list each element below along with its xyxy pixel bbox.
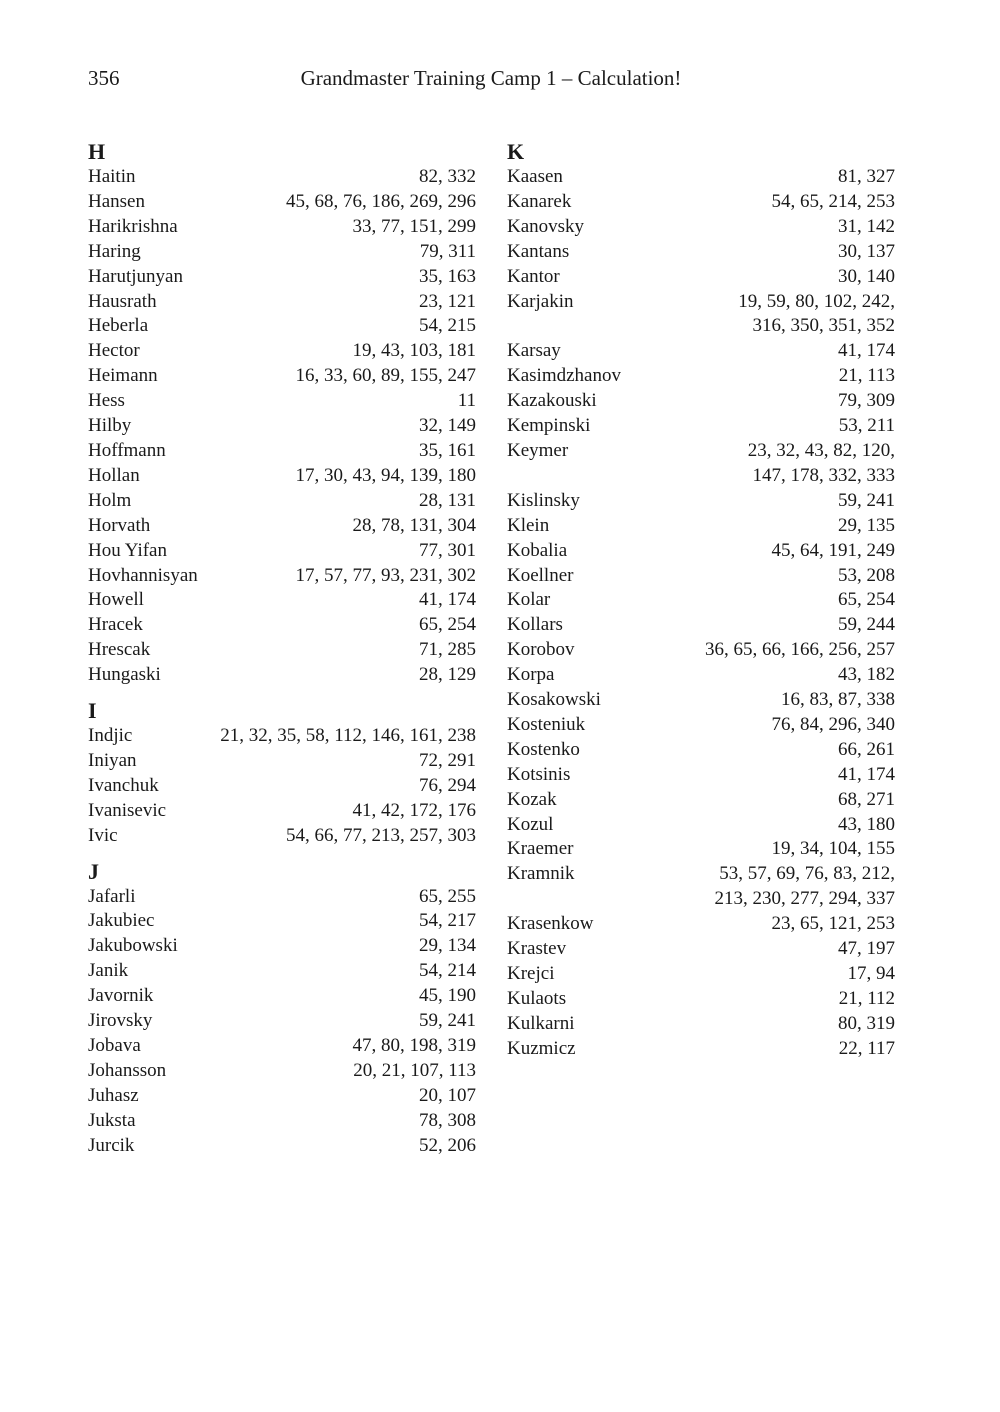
entry-pages: 53, 57, 69, 76, 83, 212, 213, 230, 277, 294, 337: [714, 863, 895, 910]
entry-pages: 20, 107: [419, 1084, 476, 1106]
index-entry: [88, 564, 476, 589]
index-entry: [88, 885, 476, 910]
entry-pages: 71, 285: [419, 639, 476, 661]
index-entry: [88, 1134, 476, 1159]
entry-name: Kozul: [507, 813, 554, 835]
index-entry: [507, 389, 895, 414]
index-entry: [88, 934, 476, 959]
entry-pages: 29, 134: [419, 935, 476, 957]
entry-name: Janik: [88, 960, 129, 982]
entry-name: Kantans: [507, 240, 570, 262]
index-entry: [88, 663, 476, 688]
entry-pages: 53, 208: [838, 564, 895, 586]
index-entry: [507, 1012, 895, 1037]
entry-name: Heimann: [88, 365, 158, 387]
index-entry: [507, 364, 895, 389]
entry-name: Koellner: [507, 564, 574, 586]
entry-name: Krastev: [507, 938, 567, 960]
entry-pages: 77, 301: [419, 539, 476, 561]
entry-name: Harutjunyan: [88, 265, 183, 287]
entry-name: Kulkarni: [507, 1012, 575, 1034]
entry-pages: 78, 308: [419, 1109, 476, 1131]
entry-name: Hovhannisyan: [88, 564, 198, 586]
index-entry: [88, 724, 476, 749]
index-entry: [507, 215, 895, 240]
index-section: [507, 138, 895, 1062]
entry-name: Kosteniuk: [507, 713, 586, 735]
entry-pages: 23, 121: [419, 290, 476, 312]
index-entry: [507, 414, 895, 439]
entry-pages: 30, 140: [838, 265, 895, 287]
entry-pages: 21, 113: [838, 365, 895, 387]
entry-pages: 54, 214: [419, 960, 476, 982]
entry-pages: 54, 66, 77, 213, 257, 303: [286, 824, 476, 846]
entry-name: Jobava: [88, 1035, 141, 1056]
entry-name: Hess: [88, 390, 125, 412]
entry-pages: 19, 43, 103, 181: [352, 340, 476, 362]
entry-name: Hollan: [88, 464, 140, 486]
entry-pages: 16, 83, 87, 338: [781, 689, 895, 711]
entry-pages: 41, 42, 172, 176: [352, 799, 476, 821]
page-header: [88, 66, 894, 100]
entry-name: Kasimdzhanov: [507, 365, 621, 387]
entry-pages: 66, 261: [838, 738, 895, 760]
index-entry: [507, 339, 895, 364]
entry-pages: 54, 65, 214, 253: [771, 190, 895, 212]
index-entry: [507, 713, 895, 738]
index-entry: [88, 1109, 476, 1134]
index-entry: [507, 190, 895, 215]
entry-pages: 47, 197: [838, 938, 895, 960]
index-entry: [507, 663, 895, 688]
index-section: [88, 138, 476, 688]
entry-pages: 22, 117: [838, 1037, 895, 1059]
index-entry: [507, 564, 895, 589]
entry-pages: 82, 332: [419, 166, 476, 187]
entry-name: Korobov: [507, 639, 575, 661]
entry-pages: 21, 112: [838, 987, 895, 1009]
entry-name: Ivic: [88, 824, 118, 846]
entry-name: Holm: [88, 489, 132, 511]
entry-name: Jafarli: [88, 885, 136, 907]
index-entry: [88, 464, 476, 489]
entry-pages: 20, 21, 107, 113: [353, 1059, 476, 1081]
entry-pages: 79, 309: [838, 390, 895, 412]
index-entry: [507, 987, 895, 1012]
entry-pages: 47, 80, 198, 319: [352, 1035, 476, 1056]
section-letter: I: [88, 698, 97, 724]
entry-name: Kosakowski: [507, 689, 601, 711]
index-entry: [507, 240, 895, 265]
entry-name: Hansen: [88, 190, 145, 212]
entry-pages: 59, 241: [419, 1010, 476, 1032]
entry-pages: 35, 161: [419, 439, 476, 461]
entry-pages: 65, 254: [838, 589, 895, 611]
entry-name: Hilby: [88, 415, 132, 437]
entry-name: Kazakouski: [507, 390, 597, 412]
entry-name: Kraemer: [507, 838, 574, 860]
index-entry: [507, 514, 895, 539]
index-entry: [88, 984, 476, 1009]
entry-name: Kostenko: [507, 738, 580, 760]
index-entry: [507, 290, 895, 340]
entry-name: Hrescak: [88, 639, 151, 661]
entry-pages: 65, 254: [419, 614, 476, 636]
entry-name: Kolar: [507, 589, 551, 611]
entry-name: Juksta: [88, 1109, 136, 1131]
entry-name: Jirovsky: [88, 1010, 153, 1032]
entry-pages: 45, 190: [419, 985, 476, 1007]
entry-pages: 28, 78, 131, 304: [352, 514, 476, 536]
entry-name: Kaasen: [507, 166, 563, 187]
index-entry: [88, 1059, 476, 1084]
entry-pages: 36, 65, 66, 166, 256, 257: [705, 639, 895, 661]
running-title: Grandmaster Training Camp 1 – Calculation!: [300, 66, 682, 90]
entry-pages: 45, 68, 76, 186, 269, 296: [286, 190, 476, 212]
entry-name: Heberla: [88, 315, 149, 337]
index-entry: [88, 588, 476, 613]
entry-pages: 23, 65, 121, 253: [771, 913, 895, 935]
entry-name: Haring: [88, 240, 141, 262]
index-entry: [507, 489, 895, 514]
index-entry: [507, 788, 895, 813]
entry-name: Iniyan: [88, 749, 137, 771]
index-entry: [507, 962, 895, 987]
entry-name: Kislinsky: [507, 489, 580, 511]
index-entry: [507, 265, 895, 290]
entry-name: Hector: [88, 340, 140, 362]
entry-pages: 80, 319: [838, 1012, 895, 1034]
index-entry: [88, 749, 476, 774]
index-entry: [88, 799, 476, 824]
entry-name: Ivanchuk: [88, 774, 159, 796]
entry-name: Kobalia: [507, 539, 568, 561]
entry-pages: 72, 291: [419, 749, 476, 771]
entry-pages: 11: [457, 390, 476, 412]
entry-pages: 41, 174: [419, 589, 476, 611]
index-entry: [507, 1037, 895, 1062]
entry-pages: 68, 271: [838, 788, 895, 810]
entry-name: Hoffmann: [88, 439, 166, 461]
entry-pages: 43, 180: [838, 813, 895, 835]
index-entry: [88, 909, 476, 934]
entry-pages: 45, 64, 191, 249: [771, 539, 895, 561]
entry-pages: 54, 217: [419, 910, 476, 932]
index-entry: [507, 613, 895, 638]
index-entry: [507, 912, 895, 937]
entry-pages: 17, 57, 77, 93, 231, 302: [295, 564, 476, 586]
entry-pages: 54, 215: [419, 315, 476, 337]
entry-pages: 53, 211: [838, 415, 895, 437]
entry-name: Harikrishna: [88, 215, 178, 237]
entry-pages: 16, 33, 60, 89, 155, 247: [295, 365, 476, 387]
index-entry: [88, 190, 476, 215]
index-section: [88, 697, 476, 849]
entry-name: Indjic: [88, 725, 133, 747]
entry-pages: 30, 137: [838, 240, 895, 262]
index-entry: [88, 613, 476, 638]
entry-name: Krejci: [507, 963, 555, 984]
entry-pages: 59, 241: [838, 489, 895, 511]
index-entry: [88, 240, 476, 265]
index-entry: [88, 514, 476, 539]
entry-name: Karsay: [507, 340, 561, 362]
page-number: 356: [88, 66, 120, 90]
entry-name: Krasenkow: [507, 913, 594, 935]
entry-name: Hungaski: [88, 664, 161, 686]
entry-name: Haitin: [88, 166, 136, 187]
index-entry: [88, 314, 476, 339]
entry-name: Kulaots: [507, 987, 567, 1009]
entry-pages: 33, 77, 151, 299: [352, 215, 476, 237]
entry-pages: 81, 327: [838, 166, 895, 187]
entry-name: Kozak: [507, 788, 557, 810]
section-letter: J: [88, 858, 99, 884]
entry-pages: 76, 294: [419, 774, 476, 796]
index-entry: [88, 414, 476, 439]
index-entry: [507, 862, 895, 912]
section-letter: H: [88, 139, 106, 164]
index-entry: [507, 738, 895, 763]
entry-name: Karjakin: [507, 290, 574, 312]
entry-pages: 41, 174: [838, 763, 895, 785]
entry-name: Korpa: [507, 664, 555, 686]
entry-name: Klein: [507, 514, 550, 536]
index-entry: [507, 837, 895, 862]
entry-name: Hracek: [88, 614, 143, 636]
index-entry: [88, 439, 476, 464]
entry-name: Hou Yifan: [88, 539, 167, 561]
index-entry: [88, 1009, 476, 1034]
index-entry: [507, 539, 895, 564]
entry-pages: 28, 129: [419, 664, 476, 686]
entry-name: Jakubiec: [88, 910, 155, 932]
index-entry: [88, 824, 476, 849]
entry-pages: 19, 34, 104, 155: [771, 838, 895, 860]
entry-name: Javornik: [88, 985, 154, 1007]
entry-name: Juhasz: [88, 1084, 139, 1106]
index-entry: [88, 774, 476, 799]
index-entry: [88, 215, 476, 240]
index-entry: [88, 389, 476, 414]
entry-name: Howell: [88, 589, 144, 611]
entry-pages: 35, 163: [419, 265, 476, 287]
entry-pages: 52, 206: [419, 1134, 476, 1156]
entry-name: Ivanisevic: [88, 799, 167, 821]
entry-name: Kempinski: [507, 415, 591, 437]
entry-pages: 59, 244: [838, 614, 895, 636]
entry-pages: 23, 32, 43, 82, 120, 147, 178, 332, 333: [747, 439, 895, 486]
index-entry: [507, 763, 895, 788]
entry-name: Kuzmicz: [507, 1037, 576, 1059]
entry-name: Kantor: [507, 265, 560, 287]
index-column-right: [507, 138, 895, 1071]
entry-pages: 31, 142: [838, 215, 895, 237]
entry-pages: 43, 182: [838, 664, 895, 686]
entry-pages: 29, 135: [838, 514, 895, 536]
entry-pages: 21, 32, 35, 58, 112, 146, 161, 238: [220, 725, 476, 747]
index-section: [88, 858, 476, 1159]
index-entry: [88, 959, 476, 984]
entry-name: Hausrath: [88, 290, 157, 312]
entry-name: Kanovsky: [507, 215, 585, 237]
index-entry: [507, 588, 895, 613]
entry-name: Jakubowski: [88, 935, 178, 957]
entry-pages: 32, 149: [419, 415, 476, 437]
index-entry: [88, 290, 476, 315]
index-column-left: [88, 138, 476, 1168]
index-entry: [507, 439, 895, 489]
index-entry: [88, 539, 476, 564]
index-entry: [88, 364, 476, 389]
index-entry: [507, 638, 895, 663]
entry-pages: 17, 94: [847, 963, 895, 984]
entry-name: Keymer: [507, 439, 569, 461]
entry-name: Kotsinis: [507, 763, 571, 785]
entry-name: Kollars: [507, 614, 563, 636]
entry-pages: 65, 255: [419, 885, 476, 907]
entry-pages: 28, 131: [419, 489, 476, 511]
index-entry: [507, 688, 895, 713]
index-entry: [507, 937, 895, 962]
entry-name: Kanarek: [507, 190, 572, 212]
entry-name: Horvath: [88, 514, 151, 536]
entry-pages: 79, 311: [419, 240, 476, 262]
entry-name: Jurcik: [88, 1134, 135, 1156]
index-entry: [88, 489, 476, 514]
entry-pages: 76, 84, 296, 340: [771, 713, 895, 735]
entry-pages: 17, 30, 43, 94, 139, 180: [295, 464, 476, 486]
entry-pages: 41, 174: [838, 340, 895, 362]
index-entry: [88, 638, 476, 663]
entry-name: Kramnik: [507, 863, 575, 885]
index-entry: [88, 339, 476, 364]
index-entry: [88, 265, 476, 290]
entry-name: Johansson: [88, 1059, 167, 1081]
index-entry: [88, 165, 476, 190]
index-entry: [507, 813, 895, 838]
entry-pages: 19, 59, 80, 102, 242, 316, 350, 351, 352: [738, 290, 895, 337]
index-entry: [88, 1084, 476, 1109]
index-entry: [507, 165, 895, 190]
section-letter: K: [507, 139, 525, 164]
index-entry: [88, 1034, 476, 1059]
